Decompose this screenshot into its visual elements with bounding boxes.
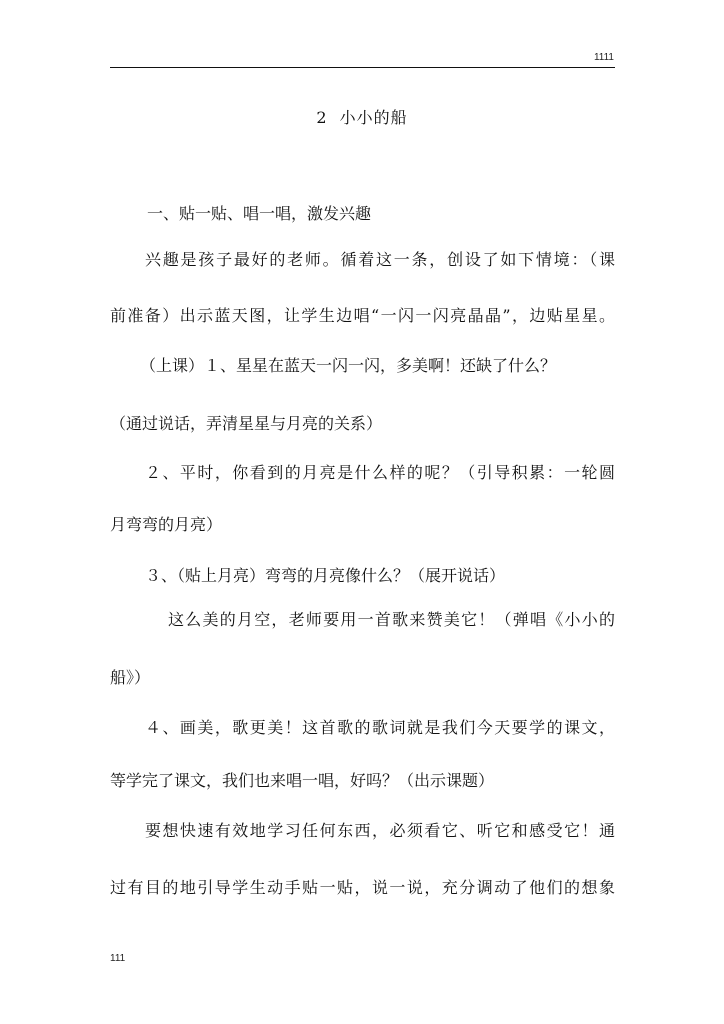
paragraph-line-11: 等学完了课文，我们也来唱一唱，好吗？（出示课题）: [110, 771, 495, 790]
section-heading: 一、贴一贴、唱一唱，激发兴趣: [147, 204, 372, 223]
paragraph-line-2: 前准备）出示蓝天图，让学生边唱“一闪一闪亮晶晶”，边贴星星。: [110, 306, 615, 325]
paragraph-line-3: （上课）１、星星在蓝天一闪一闪，多美啊！还缺了什么？: [140, 356, 557, 375]
paragraph-line-12: 要想快速有效地学习任何东西，必须看它、听它和感受它！通: [145, 821, 615, 840]
footer-page-label: 111: [110, 953, 126, 964]
paragraph-line-10: ４、画美，歌更美！这首歌的歌词就是我们今天要学的课文，: [145, 718, 615, 737]
header-rule: [110, 67, 615, 68]
title-number: 2: [316, 108, 328, 127]
paragraph-line-9: 船》）: [110, 668, 151, 687]
page-title: [0, 105, 724, 128]
paragraph-line-1: 兴趣是孩子最好的老师。循着这一条，创设了如下情境：（课: [145, 250, 615, 269]
paragraph-line-6: 月弯弯的月亮）: [110, 515, 223, 534]
paragraph-line-4: （通过说话，弄清星星与月亮的关系）: [110, 414, 383, 433]
paragraph-line-5: ２、平时，你看到的月亮是什么样的呢？（引导积累：一轮圆: [145, 463, 615, 482]
paragraph-line-7: ３、（贴上月亮）弯弯的月亮像什么？（展开说话）: [145, 566, 506, 585]
title-text: 小小的船: [339, 108, 408, 127]
paragraph-line-13: 过有目的地引导学生动手贴一贴，说一说，充分调动了他们的想象: [110, 878, 615, 897]
paragraph-line-8: 这么美的月空，老师要用一首歌来赞美它！（弹唱《小小的: [168, 610, 615, 629]
header-page-label: 1111: [593, 52, 614, 63]
